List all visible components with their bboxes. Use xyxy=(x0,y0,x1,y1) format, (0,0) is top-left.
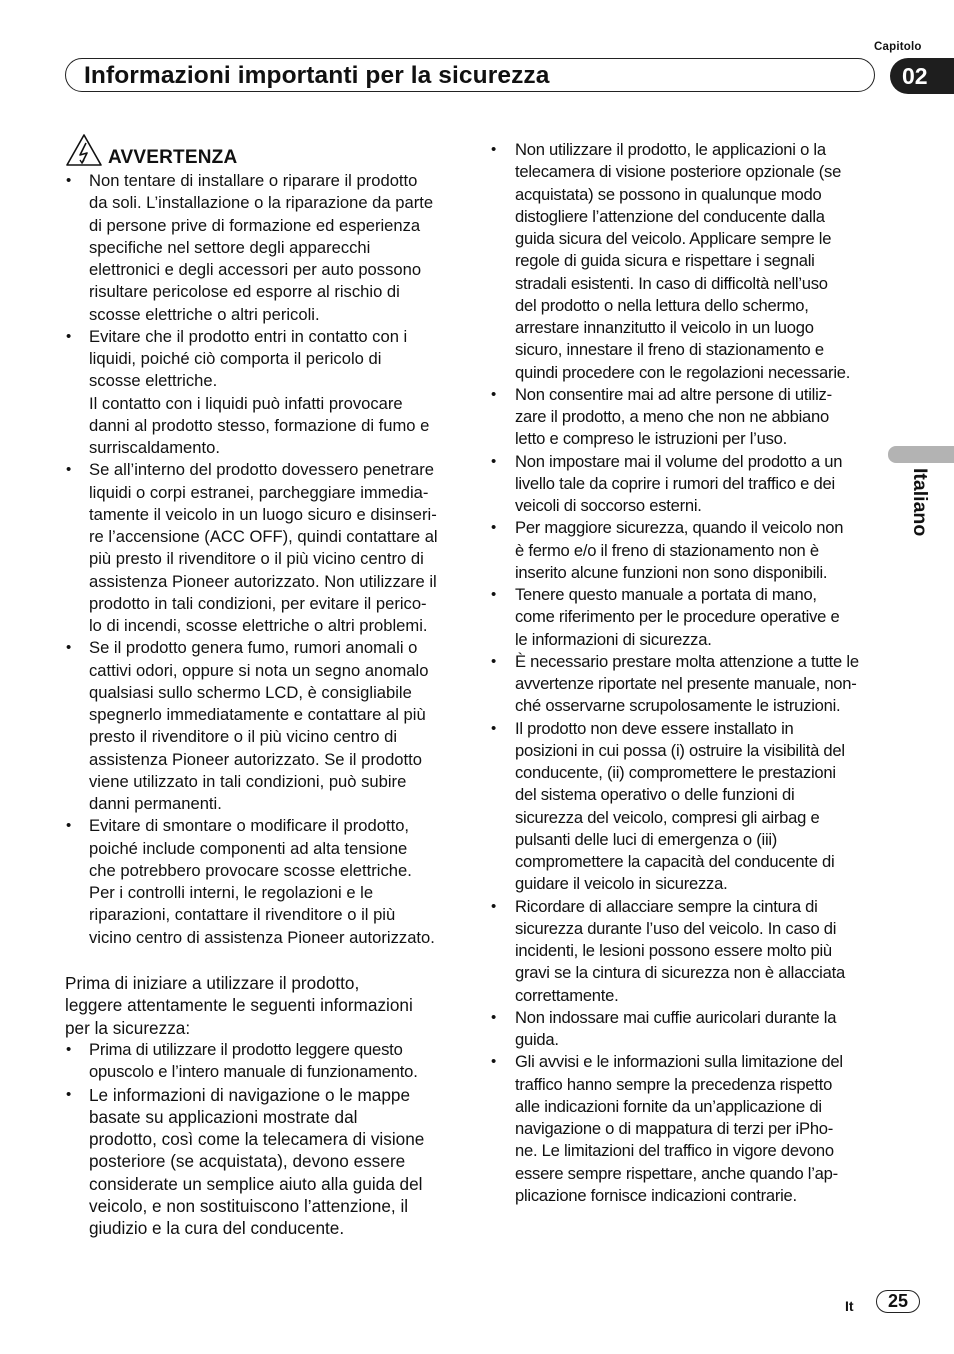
page-title: Informazioni importanti per la sicurezza xyxy=(84,62,550,89)
language-label: Italiano xyxy=(909,468,931,537)
chapter-badge xyxy=(890,58,954,94)
list-item: • Per maggiore sicurezza, quando il veicolo non è fermo e/o il freno di stazionamento non è inserito alcune funzioni non sono disponibili. xyxy=(490,517,886,584)
footer-language-code: It xyxy=(845,1298,854,1314)
list-item: • Se all’interno del prodotto dovessero penetrare liquidi o corpi estranei, parcheggiare immedia- tamente il veicolo in un luogo sicuro e disinseri- re l’accensione (ACC OFF), quindi contattare al più presto il rivenditore o il più vicino centro di assistenza Pioneer autorizzato. Non utilizzare il prodotto in tali condizioni, per evitare il perico- lo di incendi, scosse elettriche o altri problemi. xyxy=(65,459,457,637)
list-item: • Gli avvisi e le informazioni sulla limitazione del traffico hanno sempre la precedenza rispetto alle indicazioni fornite da un’applicazione di navigazione o di mappatura di terzi per iPho- ne. Le limitazioni del traffico in vigore devono essere sempre rispettare, anche quando l’ap- plicazione fornisce indicazioni contrarie. xyxy=(490,1051,886,1207)
list-item: • Non tentare di installare o riparare il prodotto da soli. L’installazione o la riparazione da parte di persone prive di formazione ed esperienza specifiche nel settore degli apparecchi elettronici e degli accessori per auto possono risultare pericolose ed esporre al rischio di scosse elettriche o altri pericoli. xyxy=(65,170,457,326)
warning-heading xyxy=(65,133,457,169)
warning-list xyxy=(65,170,457,949)
section-header xyxy=(65,58,875,92)
list-item: • Le informazioni di navigazione o le mappe basate su applicazioni mostrate dal prodotto, così come la telecamera di visione posteriore (se acquistata), devono essere considerate un semplice aiuto alla guida del veicolo, e non sostituiscono l’attenzione, il giudizio e la cura del conducente. xyxy=(65,1084,457,1240)
list-item: • Non indossare mai cuffie auricolari durante la guida. xyxy=(490,1007,886,1052)
list-item: • Evitare che il prodotto entri in contatto con i liquidi, poiché ciò comporta il pericolo di scosse elettriche. Il contatto con i liquidi può infatti provocare danni al prodotto stesso, formazione di fumo e surriscaldamento. xyxy=(65,326,457,460)
warning-title: AVVERTENZA xyxy=(108,147,238,168)
list-item: • Evitare di smontare o modificare il prodotto, poiché include componenti ad alta tensione che potrebbero provocare scosse elettriche. Per i controlli interni, le regolazioni e le riparazioni, contattare il rivenditore o il più vicino centro di assistenza Pioneer autorizzato. xyxy=(65,815,457,949)
list-item: • Il prodotto non deve essere installato in posizioni in cui possa (i) ostruire la visibilità del conducente, (ii) compromettere le prestazioni del sistema operativo o delle funzioni di sicurezza del veicolo, compresi gli airbag e pulsanti delle luci di emergenza o (iii) compromettere la capacità del conducente di guidare il veicolo in sicurezza. xyxy=(490,718,886,896)
chapter-number: 02 xyxy=(902,63,928,89)
safety-list-left xyxy=(65,1039,457,1239)
page-number: 25 xyxy=(876,1290,920,1313)
language-tab xyxy=(888,446,954,463)
list-item: • Se il prodotto genera fumo, rumori anomali o cattivi odori, oppure si nota un segno anomalo qualsiasi sullo schermo LCD, è consigliabile spegnerlo immediatamente e contattare al più presto il rivenditore o il più vicino centro di assistenza Pioneer autorizzato. Se il prodotto viene utilizzato in tali condizioni, può subire danni permanenti. xyxy=(65,637,457,815)
list-item: • Non utilizzare il prodotto, le applicazioni o la telecamera di visione posteriore opzionale (se acquistata) se possono in qualunque modo distogliere l’attenzione del conducente dalla guida sicura del veicolo. Applicare sempre le regole di guida sicura e rispettare i segnali stradali esistenti. In caso di difficoltà nell’uso del prodotto o nella lettura dello schermo, arrestare innanzitutto il veicolo in un luogo sicuro, innestare il freno di stazionamento e quindi procedere con le regolazioni necessarie. xyxy=(490,139,886,384)
lightning-warning-icon xyxy=(65,133,103,167)
intro-paragraph: Prima di iniziare a utilizzare il prodotto, leggere attentamente le seguenti informazioni per la sicurezza: xyxy=(65,973,413,1038)
list-item: • È necessario prestare molta attenzione a tutte le avvertenze riportate nel presente manuale, non- ché osservarne scrupolosamente le istruzioni. xyxy=(490,651,886,718)
list-item: • Non impostare mai il volume del prodotto a un livello tale da coprire i rumori del traffico e dei veicoli di soccorso esterni. xyxy=(490,451,886,518)
list-item: • Tenere questo manuale a portata di mano, come riferimento per le procedure operative e le informazioni di sicurezza. xyxy=(490,584,886,651)
list-item: • Prima di utilizzare il prodotto leggere questo opuscolo e l’intero manuale di funzionamento. xyxy=(65,1039,457,1084)
safety-list-right xyxy=(490,139,886,1207)
list-item: • Non consentire mai ad altre persone di utiliz- zare il prodotto, a meno che non ne abbiano letto e compreso le istruzioni per l’uso. xyxy=(490,384,886,451)
list-item: • Ricordare di allacciare sempre la cintura di sicurezza durante l’uso del veicolo. In caso di incidenti, le lesioni possono essere molto più gravi se la cintura di sicurezza non è allacciata correttamente. xyxy=(490,896,886,1007)
chapter-label: Capitolo xyxy=(874,41,922,53)
